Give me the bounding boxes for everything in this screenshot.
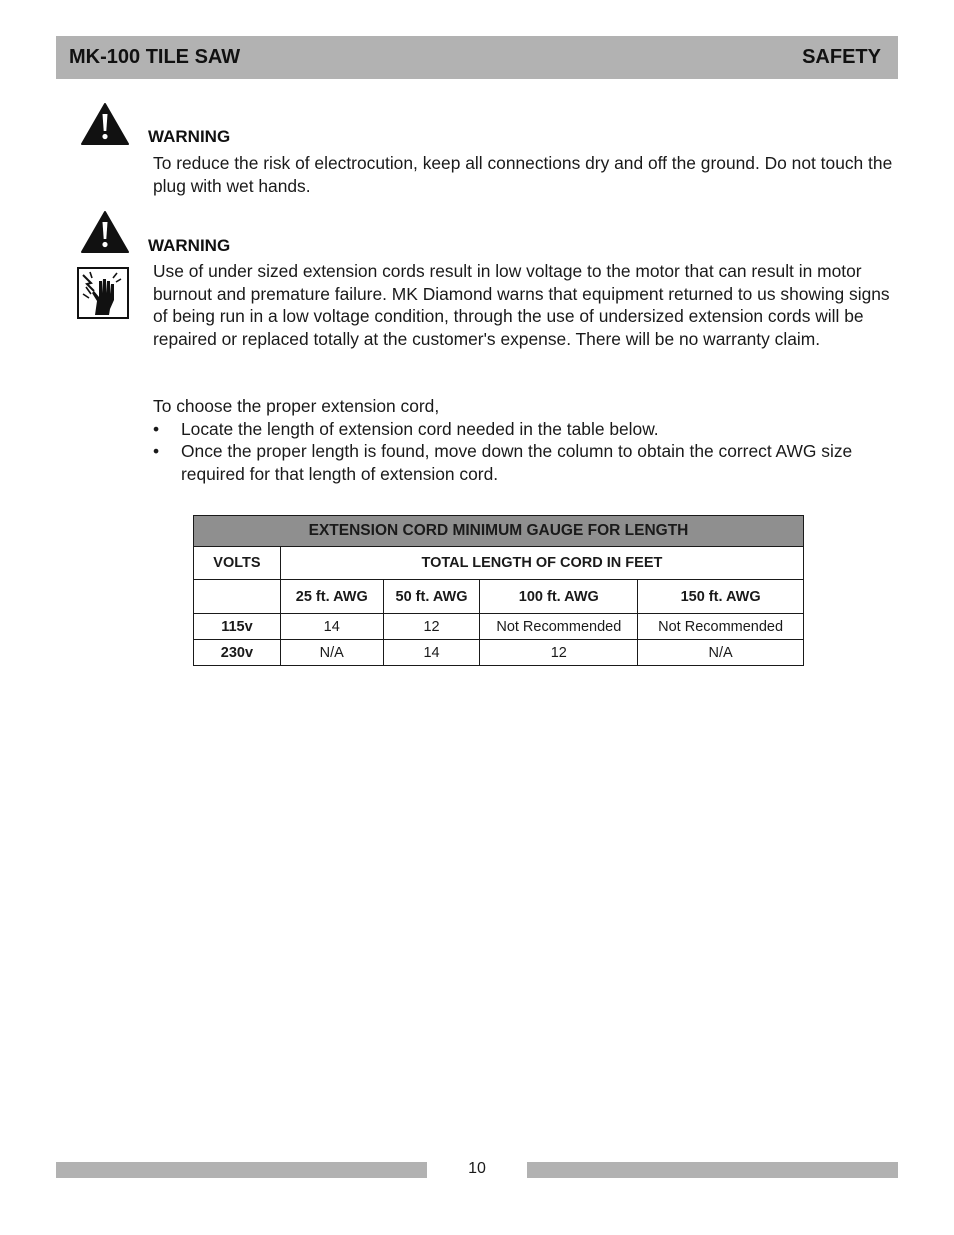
warning-text: Use of under sized extension cords result in low voltage to the motor that can result in motor burnout and premature failure. MK Diamond warns that equipment returned to us showing signs of being run in a low voltage condition, through the use of undersized extension cords will be repaired or replaced totally at the customer's expense. There will be no warranty claim. [153,261,890,349]
table-cell: 14 [383,640,480,666]
volts-cell: 230v [194,640,281,666]
table-cell: Not Recommended [638,614,804,640]
table-cell: N/A [280,640,383,666]
table-cell: 12 [383,614,480,640]
extension-cord-table [193,515,804,666]
list-item-text: Locate the length of extension cord needed in the table below. [181,419,659,439]
section-title: SAFETY [802,46,881,68]
warning-text: To reduce the risk of electrocution, keep all connections dry and off the ground. Do not touch the plug with wet hands. [153,153,893,196]
page-number: 10 [468,1160,486,1177]
table-title: EXTENSION CORD MINIMUM GAUGE FOR LENGTH [194,516,804,547]
table-cell: 12 [480,640,638,666]
product-title: MK-100 TILE SAW [69,46,241,68]
empty-header-cell [194,580,281,614]
header-bar [56,36,898,79]
table-row [194,640,804,666]
column-header: 50 ft. AWG [383,580,480,614]
column-header: 150 ft. AWG [638,580,804,614]
volts-cell: 115v [194,614,281,640]
list-item [153,440,893,486]
electric-shock-hand-icon [77,267,129,319]
warning-title: WARNING [148,127,231,146]
footer-bar [56,1162,427,1178]
table-cell: N/A [638,640,804,666]
volts-header: VOLTS [194,547,281,580]
footer-bar [527,1162,898,1178]
warning-triangle-icon [81,210,129,254]
column-header: 25 ft. AWG [280,580,383,614]
bullet-icon: • [153,441,160,461]
warning-triangle-icon [81,102,129,146]
table-cell: Not Recommended [480,614,638,640]
table-row [194,614,804,640]
length-header: TOTAL LENGTH OF CORD IN FEET [280,547,803,580]
bullet-icon: • [153,419,160,439]
column-header: 100 ft. AWG [480,580,638,614]
list-item [153,418,893,441]
instructions-intro: To choose the proper extension cord, [153,396,440,416]
warning-title: WARNING [148,236,231,255]
list-item-text: Once the proper length is found, move down the column to obtain the correct AWG size required for that length of extension cord. [181,441,853,484]
table-cell: 14 [280,614,383,640]
